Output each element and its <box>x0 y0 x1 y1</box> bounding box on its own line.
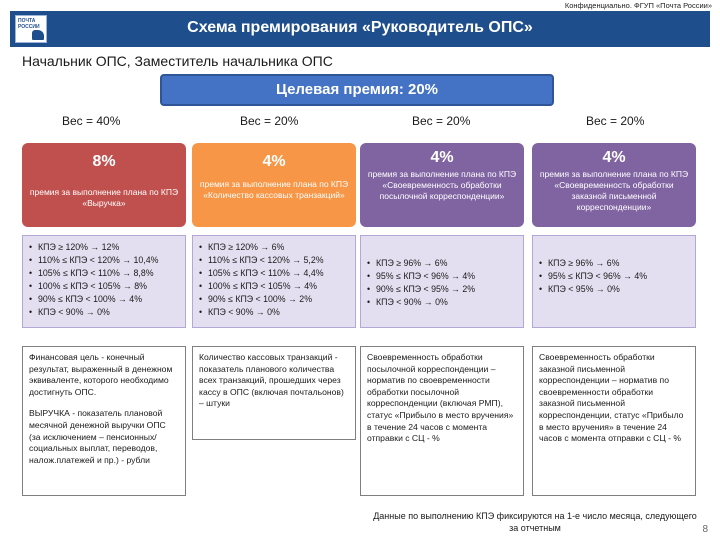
scale-item: • КПЭ ≥ 120% → 6% <box>199 241 349 254</box>
scale-item: • КПЭ < 90% → 0% <box>199 306 349 319</box>
scale-box-parcel-timeliness <box>360 235 524 328</box>
definition-box-parcel-timeliness <box>360 346 524 496</box>
scale-item: • 90% ≤ КПЭ < 100% → 2% <box>199 293 349 306</box>
scale-item: • 110% ≤ КПЭ < 120% → 5,2% <box>199 254 349 267</box>
definition-text: ВЫРУЧКА - показатель плановой месячной денежной выручки ОПС (за исключением – пенсионных/социальных выплат, переводов, налож.платежей и пр.) - рубли <box>29 408 166 465</box>
target-bonus-box: Целевая премия: 20% <box>160 74 554 106</box>
kpi-box-registered-mail-timeliness <box>532 143 696 227</box>
page-number: 8 <box>702 524 708 535</box>
scale-item: • КПЭ < 90% → 0% <box>29 306 179 319</box>
scale-item: • КПЭ < 95% → 0% <box>539 283 689 296</box>
scale-item: • 105% ≤ КПЭ < 110% → 4,4% <box>199 267 349 280</box>
kpi-percent: 4% <box>430 149 454 166</box>
scale-item: • 95% ≤ КПЭ < 96% → 4% <box>367 270 517 283</box>
kpi-box-revenue <box>22 143 186 227</box>
kpi-percent: 4% <box>602 149 626 166</box>
definition-text: Финансовая цель - конечный результат, выраженный в денежном эквиваленте, которого необходимо достигнуть ОПС. <box>29 352 173 397</box>
subtitle: Начальник ОПС, Заместитель начальника ОПС <box>22 53 333 69</box>
scale-item: • 110% ≤ КПЭ < 120% → 10,4% <box>29 254 179 267</box>
header-bar <box>10 11 710 47</box>
kpi-description: премия за выполнение плана по КПЭ «Своевременность обработки заказной письменной корреспонденции» <box>539 169 689 212</box>
scale-item: • КПЭ ≥ 120% → 12% <box>29 241 179 254</box>
definition-text: Своевременность обработки заказной письменной корреспонденции – норматив по своевременности обработки заказной письменной корреспонденции, статус «Прибыло в место вручения» в течение 24 часов с момента отправки с СЦ - % <box>539 352 684 444</box>
weight-label-4: Вес = 20% <box>586 114 645 128</box>
weight-label-3: Вес = 20% <box>412 114 471 128</box>
scale-item: • 95% ≤ КПЭ < 96% → 4% <box>539 270 689 283</box>
scale-item: • 100% ≤ КПЭ < 105% → 4% <box>199 280 349 293</box>
definition-text: Количество кассовых транзакций - показатель планового количества всех транзакций, прошедших через кассу в ОПС (включая почтальонов) – штуки <box>199 352 344 409</box>
definition-box-transactions <box>192 346 356 440</box>
scale-box-revenue <box>22 235 186 328</box>
scale-item: • 90% ≤ КПЭ < 100% → 4% <box>29 293 179 306</box>
scale-box-registered-mail-timeliness <box>532 235 696 328</box>
weight-label-2: Вес = 20% <box>240 114 299 128</box>
scale-box-transactions <box>192 235 356 328</box>
kpi-description: премия за выполнение плана по КПЭ «Выручка» <box>29 187 179 208</box>
scale-item: • КПЭ ≥ 96% → 6% <box>367 257 517 270</box>
russian-post-logo: ПОЧТА РОССИИ <box>15 15 47 43</box>
scale-item: • КПЭ ≥ 96% → 6% <box>539 257 689 270</box>
kpi-box-transactions <box>192 143 356 227</box>
confidential-note: Конфиденциально. ФГУП «Почта России» <box>564 1 712 10</box>
kpi-percent: 8% <box>92 153 116 170</box>
weight-label-1: Вес = 40% <box>62 114 121 128</box>
kpi-description: премия за выполнение плана по КПЭ «Количество кассовых транзакций» <box>199 179 349 200</box>
kpi-percent: 4% <box>262 153 286 170</box>
scale-item: • 105% ≤ КПЭ < 110% → 8,8% <box>29 267 179 280</box>
kpi-description: премия за выполнение плана по КПЭ «Своевременность обработки посылочной корреспонденции» <box>367 169 517 201</box>
scale-item: • КПЭ < 90% → 0% <box>367 296 517 309</box>
scale-item: • 100% ≤ КПЭ < 105% → 8% <box>29 280 179 293</box>
definition-box-revenue <box>22 346 186 496</box>
scale-item: • 90% ≤ КПЭ < 95% → 2% <box>367 283 517 296</box>
definition-text: Своевременность обработки посылочной корреспонденции – норматив по своевременности обработки посылочной корреспонденции (включая РМП), статус «Прибыло в место вручения» в течение 24 часов с момента отправки с СЦ - % <box>367 352 514 444</box>
page-title: Схема премирования «Руководитель ОПС» <box>187 19 533 36</box>
footnote: Данные по выполнению КПЭ фиксируются на 1-е число месяца, следующего за отчетным <box>373 511 697 533</box>
kpi-box-parcel-timeliness <box>360 143 524 227</box>
definition-box-registered-mail-timeliness <box>532 346 696 496</box>
